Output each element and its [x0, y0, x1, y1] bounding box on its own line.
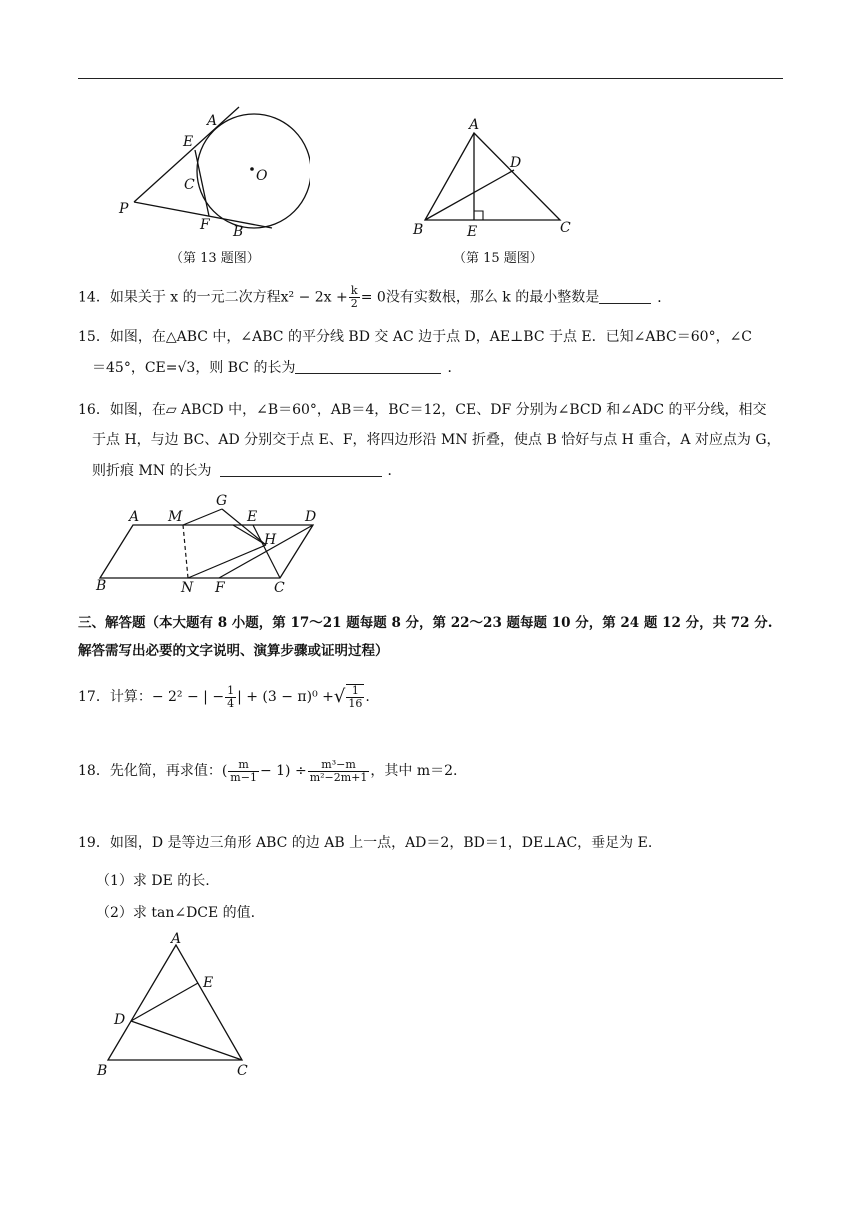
segment-de — [131, 983, 198, 1021]
label-e: E — [183, 134, 194, 150]
label-h: H — [264, 532, 277, 548]
answer-blank-16[interactable] — [220, 462, 382, 477]
label-b: B — [413, 222, 424, 237]
label-c: C — [560, 220, 571, 236]
label-b: B — [233, 224, 244, 240]
label-b: B — [96, 578, 107, 593]
label-d: D — [510, 155, 522, 171]
question-19-part1: （1）求 DE 的长. — [96, 873, 210, 889]
line-gh — [222, 509, 266, 545]
label-b: B — [97, 1063, 108, 1078]
segment-dc — [131, 1021, 242, 1060]
label-p: P — [119, 201, 129, 217]
label-a: A — [207, 113, 218, 129]
label-f: F — [200, 217, 210, 233]
figure-16 — [92, 493, 332, 593]
question-15-line1: 15．如图，在△ABC 中，∠ABC 的平分线 BD 交 AC 边于点 D，AE⊥BC 于点 E．已知∠ABC＝60°，∠C — [78, 329, 753, 345]
fold-mn — [183, 525, 188, 578]
label-o: O — [256, 168, 268, 184]
tangent-ef — [195, 150, 209, 216]
question-16-line3: 则折痕 MN 的长为 ． — [92, 463, 402, 479]
question-16-line1: 16．如图，在▱ ABCD 中，∠B＝60°，AB＝4，BC＝12，CE、DF 分别为∠BCD 和∠ADC 的平分线，相交 — [78, 402, 767, 418]
label-g: G — [216, 493, 228, 509]
label-c: C — [274, 580, 285, 593]
label-n: N — [181, 580, 194, 593]
label-f: F — [215, 580, 225, 593]
sqrt-expression: √ $\frac{1}{16}$ — [333, 684, 363, 710]
question-14: 14．如果关于 x 的一元二次方程x² − 2x + $\frac{k}{2}$ = 0没有实数根，那么 k 的最小整数是 ． — [78, 284, 672, 310]
question-19-part2: （2）求 tan∠DCE 的值. — [96, 905, 256, 921]
caption-fig15: （第 15 题图） — [453, 251, 543, 266]
circle-o — [197, 114, 310, 228]
label-d: D — [114, 1012, 126, 1028]
question-16-line2: 于点 H，与边 BC、AD 分别交于点 E、F，将四边形沿 MN 折叠，使点 B 恰好与点 H 重合，A 对应点为 G， — [92, 432, 781, 448]
triangle-abc — [425, 133, 560, 220]
question-17: 17．计算：− 2² − | − $\frac{1}{4}$ | + (3 − π)⁰ +√ $\frac{1}{16}$ . — [78, 683, 370, 710]
label-e: E — [247, 509, 258, 525]
figure-19 — [92, 928, 262, 1078]
answer-blank-15[interactable] — [295, 359, 441, 374]
header-rule — [78, 78, 783, 79]
triangle-abc — [108, 945, 242, 1060]
question-18: 18．先化简，再求值：( $\frac{m}{m-1}$ − 1) ÷ $\frac{\text{m³−m}}{\text{m²−2m+1}}$ ，其中 m＝2. — [78, 757, 458, 784]
label-e: E — [203, 975, 214, 991]
center-dot — [250, 167, 254, 171]
caption-fig13: （第 13 题图） — [170, 251, 260, 266]
section-3-heading: 三、解答题（本大题有 8 小题，第 17～21 题每题 8 分，第 22～23 题每题 10 分，第 24 题 12 分，共 72 分. — [78, 615, 773, 631]
question-15-line2: ＝45°，CE=√3，则 BC 的长为 ． — [92, 360, 462, 376]
label-a: A — [129, 509, 140, 525]
line-mg — [183, 509, 222, 525]
label-a: A — [171, 931, 182, 947]
line-eh — [233, 525, 266, 545]
label-e: E — [467, 224, 478, 237]
label-d: D — [305, 509, 317, 525]
label-c: C — [237, 1063, 248, 1078]
question-19: 19．如图，D 是等边三角形 ABC 的边 AB 上一点，AD＝2，BD＝1，DE⊥AC，垂足为 E. — [78, 835, 653, 851]
right-angle-mark — [474, 211, 483, 220]
label-c: C — [184, 177, 195, 193]
label-a: A — [469, 117, 480, 133]
answer-blank-14[interactable] — [599, 289, 651, 304]
figure-15 — [410, 112, 580, 237]
section-3-instructions: 解答需写出必要的文字说明、演算步骤或证明过程） — [78, 643, 389, 659]
figure-13 — [110, 100, 310, 240]
label-m: M — [168, 509, 183, 525]
